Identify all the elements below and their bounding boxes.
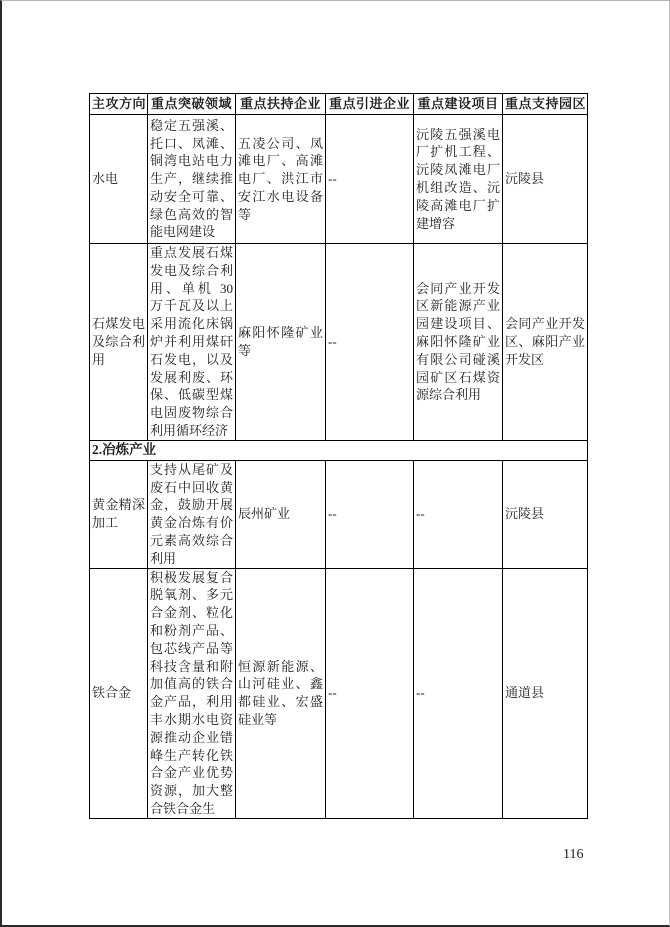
section-header-smelting-industry: 2.冶炼产业 [90,440,588,460]
cell-construction-projects: 会同产业开发区新能源产业园建设项目、麻阳怀隆矿业有限公司碰溪园矿区石煤资源综合利用 [414,244,503,441]
cell-supported-enterprises: 麻阳怀隆矿业等 [236,244,326,441]
cell-breakthrough-fields: 支持从尾矿及废石中回收黄金，鼓励开展黄金冶炼有价元素高效综合利用 [148,460,236,568]
table-row-stone-coal-power [90,244,588,441]
cell-main-direction: 水电 [90,115,148,244]
cell-supported-parks: 通道县 [503,568,588,818]
cell-main-direction: 黄金精深加工 [90,460,148,568]
cell-breakthrough-fields: 积极发展复合脱氧剂、多元合金剂、粒化和粉剂产品、包芯线产品等科技含量和附加值高的铁合金产品，利用丰水期水电资源推动企业错峰生产转化铁合金产业优势资源，加大整合铁合金生 [148,568,236,818]
cell-supported-enterprises: 恒源新能源、山河硅业、鑫都硅业、宏盛硅业等 [236,568,326,818]
cell-main-direction: 石煤发电及综合利用 [90,244,148,441]
cell-breakthrough-fields: 稳定五强溪、托口、凤滩、铜湾电站电力生产，继续推动安全可靠、绿色高效的智能电网建设 [148,115,236,244]
table-row-ferroalloy [90,568,588,818]
cell-construction-projects: 沅陵五强溪电厂扩机工程、沅陵凤滩电厂机组改造、沅陵高滩电厂扩建增容 [414,115,503,244]
column-header-supported-enterprises: 重点扶持企业 [236,94,326,115]
column-header-introduced-enterprises: 重点引进企业 [326,94,414,115]
column-header-construction-projects: 重点建设项目 [414,94,503,115]
cell-construction-projects: -- [414,460,503,568]
cell-breakthrough-fields: 重点发展石煤发电及综合利用、单机 30 万千瓦及以上采用流化床锅炉并利用煤矸石发电，以及发展利废、环保、低碳型煤电固废物综合利用循环经济 [148,244,236,441]
table-header-row [90,94,588,115]
cell-construction-projects: -- [414,568,503,818]
cell-supported-enterprises: 辰州矿业 [236,460,326,568]
cell-supported-parks: 沅陵县 [503,460,588,568]
industry-plan-table [89,93,588,819]
page-number: 116 [563,847,584,862]
column-header-breakthrough-fields: 重点突破领域 [148,94,236,115]
table-row-gold-processing [90,460,588,568]
table-row-hydropower [90,115,588,244]
column-header-supported-parks: 重点支持园区 [503,94,588,115]
cell-introduced-enterprises: -- [326,460,414,568]
cell-main-direction: 铁合金 [90,568,148,818]
cell-introduced-enterprises: -- [326,115,414,244]
cell-supported-enterprises: 五凌公司、凤滩电厂、高滩电厂、洪江市安江水电设备等 [236,115,326,244]
section-header-row [90,440,588,460]
column-header-main-direction: 主攻方向 [90,94,148,115]
cell-introduced-enterprises: -- [326,244,414,441]
cell-supported-parks: 沅陵县 [503,115,588,244]
cell-supported-parks: 会同产业开发区、麻阳产业开发区 [503,244,588,441]
cell-introduced-enterprises: -- [326,568,414,818]
